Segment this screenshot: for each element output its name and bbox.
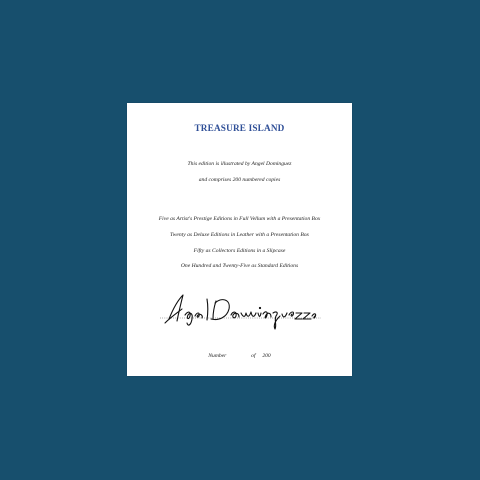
total-copies: 200 (262, 353, 271, 359)
edition-line-standard: One Hundred and Twenty-Five as Standard Editions (180, 263, 299, 269)
intro-line-2: and comprises 200 numbered copies (198, 177, 281, 183)
intro-line-1: This edition is illustrated by Angel Dominguez (187, 161, 292, 167)
edition-line-deluxe: Twenty as Deluxe Editions in Leather with a Presentation Box (169, 232, 310, 238)
number-label: Number (208, 353, 227, 359)
edition-line-prestige: Five as Artist's Prestige Editions in Full Vellum with a Presentation Box (158, 216, 321, 222)
copy-number-line (127, 353, 352, 359)
book-title: TREASURE ISLAND (194, 123, 285, 133)
artist-signature (155, 289, 325, 331)
of-label: of (251, 353, 256, 359)
edition-line-collectors: Fifty as Collectors Editions in a Slipcase (193, 248, 286, 254)
colophon-page (127, 103, 352, 376)
